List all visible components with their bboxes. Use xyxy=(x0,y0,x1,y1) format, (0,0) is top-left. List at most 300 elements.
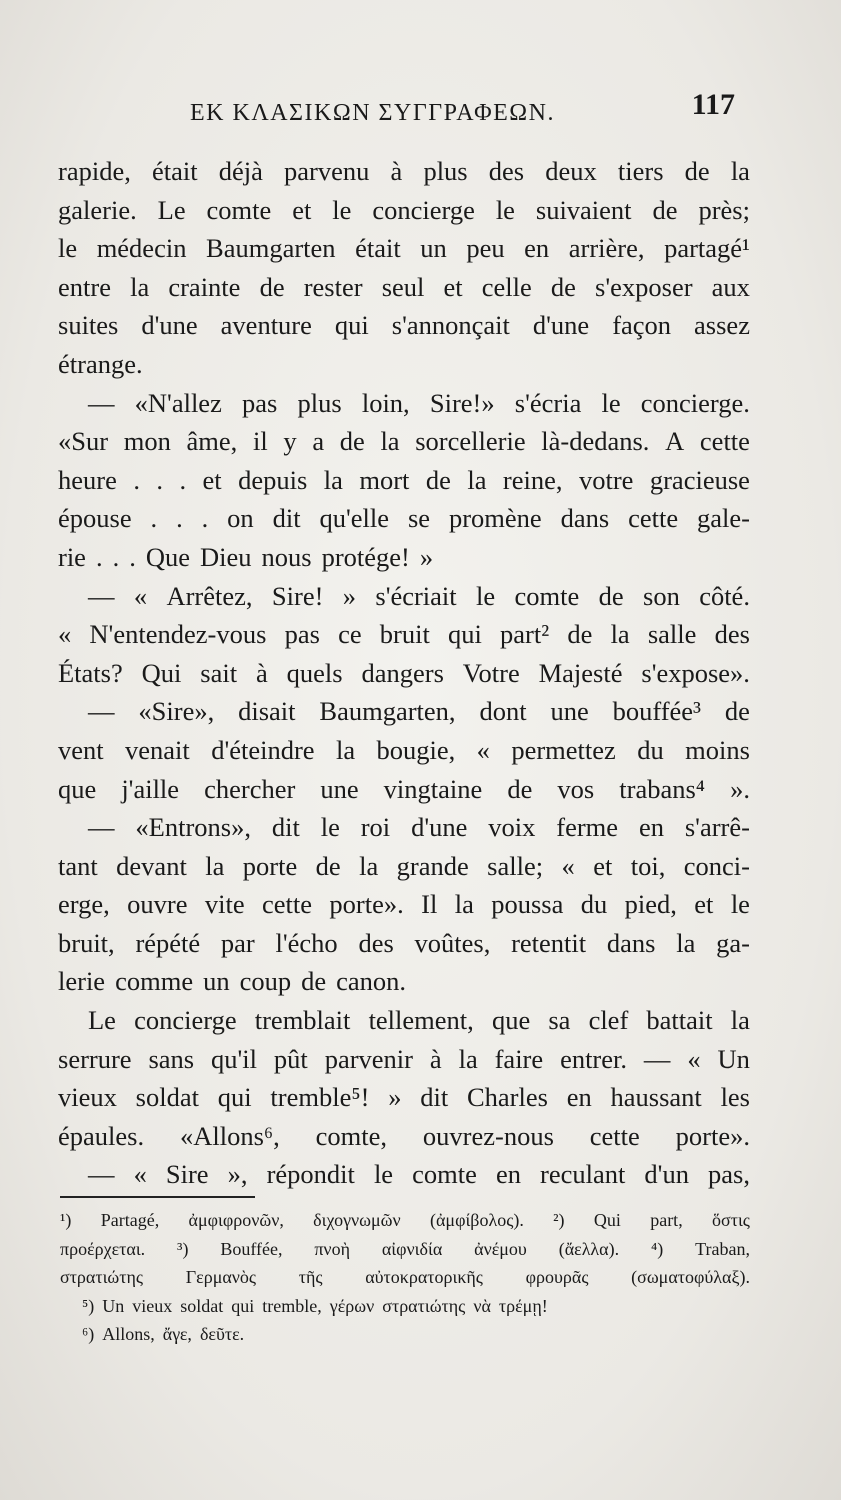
word: la xyxy=(205,850,225,881)
word: dit xyxy=(420,1082,449,1113)
word: porte». xyxy=(675,1120,750,1151)
word: de xyxy=(598,580,624,611)
word: cette xyxy=(699,426,750,457)
word: canon. xyxy=(336,966,407,997)
body-text xyxy=(58,152,750,1194)
word: parvenir xyxy=(324,1043,413,1074)
word: mon xyxy=(123,426,171,457)
word: crainte xyxy=(168,271,241,302)
word: «Entrons», xyxy=(135,812,251,843)
word: de xyxy=(425,464,451,495)
word: . xyxy=(133,464,140,495)
word: d'une xyxy=(532,310,590,341)
text-line xyxy=(58,461,750,500)
word: de xyxy=(315,850,341,881)
word: Baumgarten xyxy=(206,233,336,264)
word: Le xyxy=(157,194,186,225)
word: gracieuse xyxy=(649,464,750,495)
word: tremble⁵! xyxy=(270,1082,370,1113)
word: qu'elle xyxy=(319,503,390,534)
word: ἀνέμου xyxy=(474,1238,527,1259)
word: qu'il xyxy=(211,1043,258,1074)
word: à xyxy=(429,1043,442,1074)
word: le xyxy=(320,812,340,843)
word: soldat xyxy=(135,1082,199,1113)
word: dont xyxy=(479,696,527,727)
word: Il xyxy=(421,889,438,920)
word: dans xyxy=(606,927,656,958)
word: répondit xyxy=(266,1159,355,1190)
word: « xyxy=(561,850,575,881)
word: », xyxy=(227,1159,248,1190)
word: en xyxy=(638,812,664,843)
word: j'aille xyxy=(121,773,180,804)
word: aventure xyxy=(220,310,312,341)
word: haussant xyxy=(610,1082,702,1113)
word: «Sur xyxy=(58,426,109,457)
word: νὰ xyxy=(473,1295,491,1316)
word: là-dedans. xyxy=(541,426,650,457)
word: la xyxy=(323,464,343,495)
word: déjà xyxy=(218,156,263,186)
word: épouse xyxy=(58,503,132,534)
word: ὅστις xyxy=(712,1210,750,1230)
word: Allons, xyxy=(102,1324,155,1344)
word: s'écria xyxy=(514,387,582,418)
word: la xyxy=(454,889,474,920)
word: et xyxy=(202,464,222,495)
text-line xyxy=(58,384,750,423)
word: de xyxy=(507,773,533,804)
word: « xyxy=(476,734,490,765)
text-line xyxy=(58,268,750,307)
word: ¹) xyxy=(60,1210,72,1230)
word: ga- xyxy=(716,927,750,958)
word: s'arrê- xyxy=(684,812,750,843)
text-line xyxy=(58,924,750,963)
word: loin, xyxy=(361,387,410,418)
word: lerie xyxy=(58,966,106,997)
word: de xyxy=(550,271,576,302)
word: « xyxy=(133,1159,147,1190)
word: venait xyxy=(125,734,190,765)
word: Partagé, xyxy=(100,1210,160,1230)
text-line xyxy=(58,615,750,654)
text-line xyxy=(58,229,750,268)
word: médecin xyxy=(96,233,187,264)
word: trabans⁴ xyxy=(619,773,706,804)
word: coup xyxy=(239,966,292,997)
word: » xyxy=(419,541,434,572)
word: du xyxy=(580,889,608,920)
word: porte xyxy=(242,850,298,881)
word: chercher xyxy=(204,773,296,804)
word: N'entendez-vous xyxy=(89,619,267,650)
word: quels xyxy=(286,657,343,688)
word: Dieu xyxy=(199,541,252,572)
word: une xyxy=(320,773,359,804)
word: salle xyxy=(647,619,697,650)
word: pas, xyxy=(708,1159,750,1190)
word: des xyxy=(358,927,394,958)
word: ³) xyxy=(177,1238,189,1259)
word: battait xyxy=(646,1005,713,1036)
word: ⁶) xyxy=(82,1324,95,1344)
word: bouffée³ xyxy=(612,696,701,727)
word: la xyxy=(676,927,696,958)
word: qui xyxy=(448,619,482,650)
word: façon xyxy=(612,310,672,341)
word: φρουρᾶς xyxy=(525,1267,589,1287)
word: le xyxy=(601,387,621,418)
word: et xyxy=(593,850,613,881)
word: διχογνωμῶν xyxy=(313,1210,401,1230)
footnote-line xyxy=(60,1292,750,1321)
word: partagé¹ xyxy=(664,233,750,264)
word: entrer. xyxy=(560,1043,628,1074)
word: le xyxy=(476,580,496,611)
word: dangers xyxy=(361,657,444,688)
word: de xyxy=(724,696,750,727)
word: de xyxy=(339,426,365,457)
word: la xyxy=(730,156,750,186)
word: toi, xyxy=(630,850,666,881)
word: entre xyxy=(58,271,111,302)
word: concierge. xyxy=(640,387,750,418)
word: par xyxy=(220,927,255,958)
page-header xyxy=(190,88,735,128)
word: — xyxy=(88,696,115,727)
word: plus xyxy=(423,156,468,186)
word: une xyxy=(550,696,589,727)
word: comme xyxy=(115,966,194,997)
word: votre xyxy=(578,464,634,495)
text-line xyxy=(58,731,750,770)
word: A xyxy=(665,426,685,457)
word: seul xyxy=(381,271,425,302)
word: du xyxy=(637,734,664,765)
text-line xyxy=(58,152,750,191)
word: galerie. xyxy=(58,194,137,225)
word: roi xyxy=(360,812,391,843)
word: la xyxy=(130,271,150,302)
word: — xyxy=(643,1043,671,1074)
word: τῆς xyxy=(298,1267,323,1287)
word: — xyxy=(88,1159,115,1190)
word: Bouffée, xyxy=(220,1238,283,1259)
word: cette xyxy=(589,1120,640,1151)
word: . xyxy=(156,464,164,495)
word: vieux xyxy=(132,1295,173,1316)
word: Baumgarten, xyxy=(319,696,456,727)
word: suites xyxy=(58,310,119,341)
word: tremblait xyxy=(254,1005,351,1036)
word: la xyxy=(610,619,630,650)
text-line xyxy=(58,499,750,538)
word: le xyxy=(332,194,352,225)
word: et xyxy=(443,271,463,302)
word: âme, xyxy=(186,426,238,457)
word: que xyxy=(491,1005,531,1036)
word: sorcellerie xyxy=(415,426,526,457)
word: la xyxy=(458,1043,478,1074)
word: retentit xyxy=(511,927,587,958)
word: la xyxy=(335,734,356,765)
word: à xyxy=(255,657,268,688)
word: était xyxy=(355,233,401,264)
text-line xyxy=(58,692,750,731)
word: « xyxy=(687,1043,701,1074)
word: y xyxy=(283,426,297,457)
word: conci- xyxy=(683,850,750,881)
word: ἄγε, xyxy=(162,1324,192,1344)
word: reculant xyxy=(540,1159,626,1190)
word: cette xyxy=(262,889,313,920)
word: qui xyxy=(217,1082,252,1113)
word: il xyxy=(252,426,268,457)
text-line xyxy=(58,577,750,616)
word: tant xyxy=(58,850,98,881)
text-line xyxy=(58,306,750,345)
word: celle xyxy=(481,271,532,302)
word: salle; xyxy=(487,850,544,881)
word: côté. xyxy=(699,580,750,611)
word: pas xyxy=(242,387,278,418)
word: — xyxy=(88,812,115,843)
word: (ἄελλα). xyxy=(558,1238,620,1259)
word: τρέμῃ! xyxy=(498,1295,548,1316)
word: mort xyxy=(359,464,410,495)
word: ²) xyxy=(553,1210,565,1230)
word: vent xyxy=(58,734,104,765)
text-line xyxy=(58,345,750,384)
word: tiers xyxy=(617,156,664,186)
word: » xyxy=(342,580,357,611)
word: vite xyxy=(204,889,245,920)
word: soldat xyxy=(180,1295,224,1316)
word: serrure xyxy=(58,1043,132,1074)
word: assez xyxy=(694,310,750,341)
word: γέρων xyxy=(329,1295,375,1316)
word: s'écriait xyxy=(375,580,457,611)
word: deux xyxy=(545,156,597,186)
word: d'un xyxy=(644,1159,689,1190)
text-line xyxy=(58,808,750,847)
word: était xyxy=(151,156,198,186)
word: Un xyxy=(102,1295,125,1316)
word: faire xyxy=(494,1043,544,1074)
word: comte, xyxy=(315,1120,388,1151)
word: Sire! xyxy=(271,580,324,611)
word: vingtaine xyxy=(383,773,483,804)
word: les xyxy=(720,1082,750,1113)
word: la xyxy=(467,464,487,495)
running-head: ΕΚ ΚΛΑΣΙΚΩΝ ΣΥΓΓΡΑΦΕΩΝ. xyxy=(190,100,555,126)
word: ouvrez-nous xyxy=(422,1120,554,1151)
word: . xyxy=(150,503,158,534)
word: porte». xyxy=(329,889,404,920)
word: on xyxy=(227,503,254,534)
word: bruit xyxy=(379,619,430,650)
word: le xyxy=(730,889,750,920)
word: cette xyxy=(628,503,679,534)
word: États? xyxy=(58,657,123,688)
word: et xyxy=(292,194,312,225)
word: » xyxy=(388,1082,402,1113)
word: ». xyxy=(730,773,750,804)
word: depuis xyxy=(238,464,308,495)
word: permettez xyxy=(511,734,616,765)
text-line xyxy=(58,538,750,577)
text-line xyxy=(58,1117,750,1156)
word: gale- xyxy=(697,503,750,534)
word: répété xyxy=(135,927,201,958)
text-line xyxy=(58,422,750,461)
word: d'une xyxy=(141,310,198,341)
word: de xyxy=(652,194,678,225)
footnote-line xyxy=(60,1235,750,1264)
word: heure xyxy=(58,464,117,495)
word: reine, xyxy=(502,464,563,495)
word: dit xyxy=(271,812,300,843)
word: vos xyxy=(557,773,595,804)
word: la xyxy=(730,1005,750,1036)
word: bougie, xyxy=(376,734,456,765)
word: « xyxy=(133,580,148,611)
word: rapide, xyxy=(58,156,131,186)
text-line xyxy=(58,654,750,693)
word: de xyxy=(567,619,593,650)
word: στρατιώτης xyxy=(382,1295,466,1316)
word: δεῦτε. xyxy=(199,1324,245,1344)
word: . xyxy=(176,503,183,534)
word: Un xyxy=(717,1043,750,1074)
word: son xyxy=(643,580,680,611)
word: ouvre xyxy=(127,889,188,920)
word: «Allons⁶, xyxy=(179,1120,280,1151)
word: l'écho xyxy=(275,927,338,958)
word: Arrêtez, xyxy=(166,580,253,611)
word: rester xyxy=(303,271,363,302)
word: en xyxy=(524,233,550,264)
text-line xyxy=(58,1001,750,1040)
word: . xyxy=(129,541,136,572)
word: protége! xyxy=(321,541,410,572)
word: a xyxy=(312,426,325,457)
text-line xyxy=(58,885,750,924)
word: aux xyxy=(711,271,750,302)
word: tellement, xyxy=(368,1005,474,1036)
word: parvenu xyxy=(284,156,370,186)
word: le xyxy=(373,1159,394,1190)
word: «N'allez xyxy=(134,387,222,418)
word: αὐτοκρατορικῆς xyxy=(365,1267,483,1287)
word: d'éteindre xyxy=(211,734,315,765)
word: concierge xyxy=(372,194,475,225)
word: (ἀμφίβολος). xyxy=(430,1210,524,1230)
word: s'expose». xyxy=(641,657,750,688)
word: devant xyxy=(116,850,187,881)
text-line xyxy=(58,770,750,809)
word: — xyxy=(88,387,115,418)
word: . xyxy=(179,464,187,495)
word: sa xyxy=(548,1005,571,1036)
word: se xyxy=(407,503,431,534)
word: des xyxy=(488,156,525,186)
word: qui xyxy=(231,1295,255,1316)
text-line xyxy=(58,191,750,230)
word: erge, xyxy=(58,889,110,920)
word: s'annonçait xyxy=(391,310,510,341)
word: poussa xyxy=(491,889,564,920)
word: voix xyxy=(488,812,536,843)
footnotes xyxy=(60,1206,750,1349)
word: . xyxy=(95,541,103,572)
word: moins xyxy=(685,734,750,765)
word: pas xyxy=(284,619,320,650)
word: pût xyxy=(273,1043,308,1074)
word: plus xyxy=(297,387,342,418)
word: αἰφνιδία xyxy=(381,1238,443,1259)
word: disait xyxy=(238,696,296,727)
word: ἀμφιφρονῶν, xyxy=(188,1210,284,1230)
word: part, xyxy=(650,1210,683,1230)
word: de xyxy=(684,156,710,186)
text-line xyxy=(58,1078,750,1117)
footnote-line xyxy=(60,1263,750,1292)
word: Γερμανὸς xyxy=(185,1267,257,1287)
word: (σωματοφύλαξ). xyxy=(631,1267,750,1287)
word: pied, xyxy=(624,889,677,920)
word: un xyxy=(420,233,447,264)
word: près; xyxy=(698,194,750,225)
text-line xyxy=(58,847,750,886)
word: d'une xyxy=(411,812,468,843)
word: comte xyxy=(514,580,580,611)
word: nous xyxy=(261,541,312,572)
text-line xyxy=(58,1040,750,1079)
word: la xyxy=(359,850,379,881)
word: suivaient xyxy=(535,194,632,225)
word: que xyxy=(58,773,97,804)
word: concierge xyxy=(134,1005,237,1036)
word: comte xyxy=(206,194,272,225)
word: Qui xyxy=(141,657,182,688)
footnote-line xyxy=(60,1320,750,1349)
word: . xyxy=(112,541,120,572)
word: à xyxy=(390,156,403,186)
word: « xyxy=(58,619,72,650)
word: ce xyxy=(338,619,362,650)
word: s'exposer xyxy=(595,271,693,302)
word: bruit, xyxy=(58,927,115,958)
text-line xyxy=(58,1155,750,1194)
word: «Sire», xyxy=(138,696,215,727)
word: comte xyxy=(412,1159,477,1190)
footnote-line xyxy=(60,1206,750,1235)
word: en xyxy=(566,1082,592,1113)
word: part² xyxy=(500,619,550,650)
word: de xyxy=(259,271,285,302)
word: ferme xyxy=(556,812,619,843)
word: qui xyxy=(334,310,369,341)
word: Charles xyxy=(466,1082,548,1113)
word: πνοὴ xyxy=(314,1238,350,1259)
word: Sire!» xyxy=(429,387,495,418)
word: ⁵) xyxy=(82,1295,95,1316)
word: peu xyxy=(466,233,505,264)
word: Sire xyxy=(165,1159,209,1190)
